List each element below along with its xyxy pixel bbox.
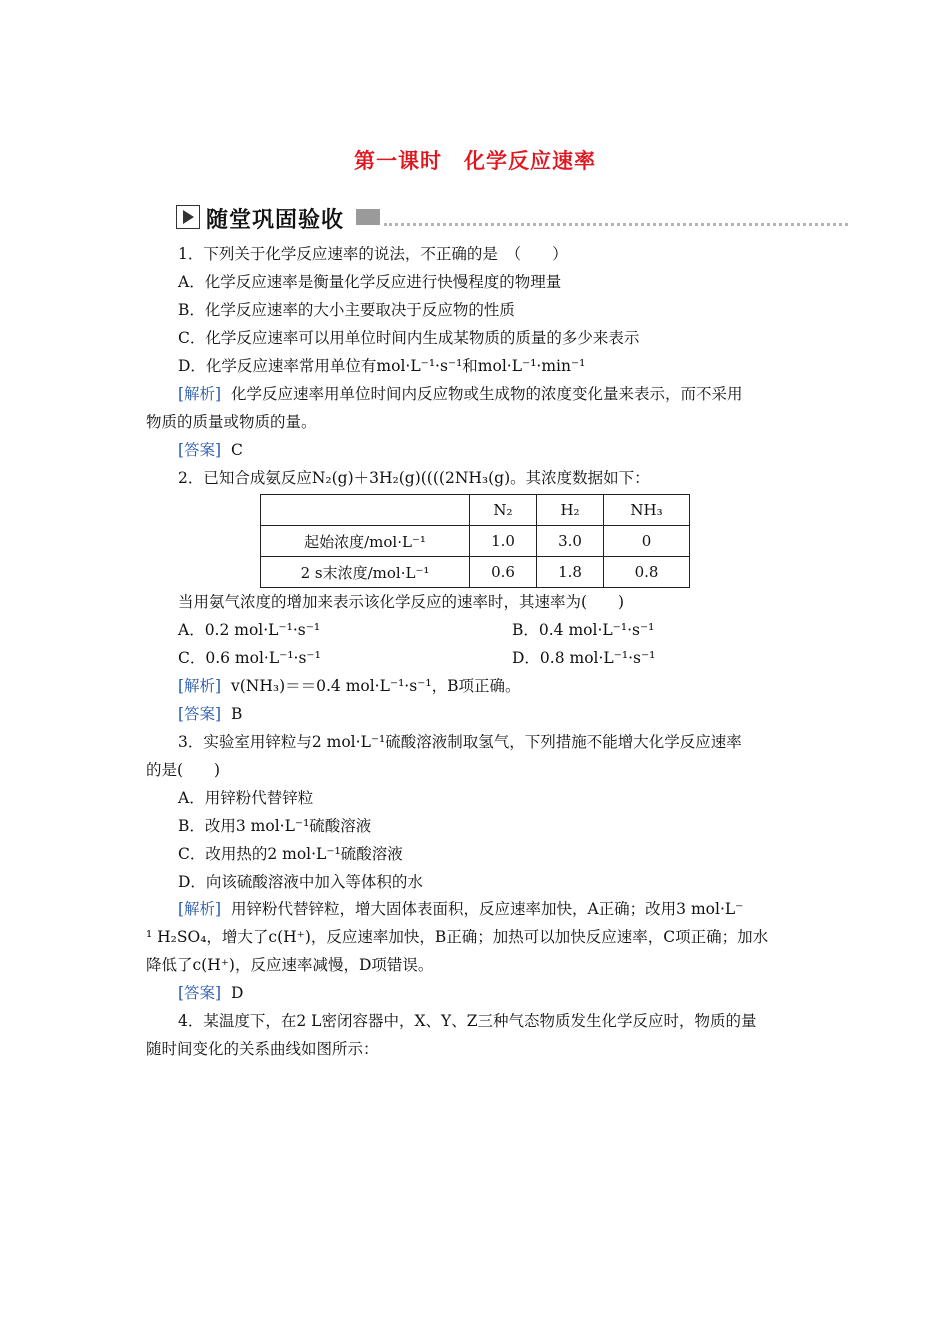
- table-header-cell: N₂: [470, 495, 537, 526]
- q4-stem-cont: 随时间变化的关系曲线如图所示：: [146, 1040, 379, 1058]
- answer-tag: [答案]: [178, 705, 222, 723]
- banner-dotted-rule: [384, 223, 848, 226]
- q3-option-c: C．改用热的2 mol·L⁻¹硫酸溶液: [178, 845, 403, 863]
- q3-option-a: A．用锌粉代替锌粒: [178, 789, 314, 807]
- q3-stem: 3．实验室用锌粒与2 mol·L⁻¹硫酸溶液制取氢气，下列措施不能增大化学反应速率: [178, 733, 742, 751]
- play-arrow-icon: [176, 205, 200, 229]
- analysis-text: 用锌粉代替锌粒，增大固体表面积，反应速率加快，A正确；改用3 mol·L⁻: [230, 900, 744, 918]
- page-title: 第一课时 化学反应速率: [354, 149, 596, 173]
- table-header-cell: H₂: [537, 495, 604, 526]
- q1-stem: 1．下列关于化学反应速率的说法，不正确的是 （ ）: [178, 245, 568, 263]
- section-banner: [176, 203, 848, 231]
- table-header-cell: [261, 495, 470, 526]
- q2-option-d: D．0.8 mol·L⁻¹·s⁻¹: [512, 649, 656, 667]
- q3-stem-cont: 的是( ): [146, 761, 221, 779]
- section-heading: 随堂巩固验收: [206, 208, 345, 233]
- answer-value: C: [230, 441, 243, 459]
- q1-analysis: [178, 384, 742, 404]
- table-cell: 起始浓度/mol·L⁻¹: [261, 526, 470, 557]
- analysis-tag: [解析]: [178, 385, 222, 403]
- q3-answer: [178, 983, 243, 1003]
- table-cell: 3.0: [537, 526, 604, 557]
- analysis-text: 化学反应速率用单位时间内反应物或生成物的浓度变化量来表示，而不采用: [230, 385, 743, 403]
- q2-option-c: C．0.6 mol·L⁻¹·s⁻¹: [178, 649, 321, 667]
- table-row: [261, 557, 690, 588]
- q2-answer: [178, 704, 242, 724]
- q3-option-d: D．向该硫酸溶液中加入等体积的水: [178, 873, 423, 891]
- table-cell: 0.8: [604, 557, 690, 588]
- q2-option-b: B．0.4 mol·L⁻¹·s⁻¹: [512, 621, 655, 639]
- table-cell: 2 s末浓度/mol·L⁻¹: [261, 557, 470, 588]
- analysis-text: v(NH₃)＝＝0.4 mol·L⁻¹·s⁻¹，B项正确。: [230, 677, 521, 695]
- q3-analysis-cont: 降低了c(H⁺)，反应速率减慢，D项错误。: [146, 956, 434, 974]
- q2-question: 当用氨气浓度的增加来表示该化学反应的速率时，其速率为( ): [178, 593, 625, 611]
- banner-decoration-block: [356, 209, 380, 225]
- table-row: [261, 526, 690, 557]
- q2-stem: 2．已知合成氨反应N₂(g)＋3H₂(g)((((2NH₃(g)。其浓度数据如下：: [178, 469, 650, 487]
- analysis-tag: [解析]: [178, 677, 222, 695]
- q1-option-b: B．化学反应速率的大小主要取决于反应物的性质: [178, 301, 515, 319]
- analysis-tag: [解析]: [178, 900, 222, 918]
- q4-stem: 4．某温度下，在2 L密闭容器中，X、Y、Z三种气态物质发生化学反应时，物质的量: [178, 1012, 757, 1030]
- answer-tag: [答案]: [178, 441, 222, 459]
- q1-option-a: A．化学反应速率是衡量化学反应进行快慢程度的物理量: [178, 273, 562, 291]
- answer-value: B: [230, 705, 243, 723]
- q1-option-d: D．化学反应速率常用单位有mol·L⁻¹·s⁻¹和mol·L⁻¹·min⁻¹: [178, 357, 586, 375]
- table-cell: 1.8: [537, 557, 604, 588]
- q1-option-c: C．化学反应速率可以用单位时间内生成某物质的质量的多少来表示: [178, 329, 640, 347]
- concentration-table: [260, 494, 690, 588]
- table-header-cell: NH₃: [604, 495, 690, 526]
- table-header-row: [261, 495, 690, 526]
- table-cell: 0: [604, 526, 690, 557]
- q1-answer: [178, 440, 243, 460]
- q3-option-b: B．改用3 mol·L⁻¹硫酸溶液: [178, 817, 372, 835]
- q3-analysis-cont: ¹ H₂SO₄，增大了c(H⁺)，反应速率加快，B正确；加热可以加快反应速率，C项正确；加水: [146, 928, 769, 946]
- table-cell: 0.6: [470, 557, 537, 588]
- q1-analysis-cont: 物质的质量或物质的量。: [146, 413, 317, 431]
- q2-analysis: [178, 676, 520, 696]
- table-cell: 1.0: [470, 526, 537, 557]
- q2-option-a: A．0.2 mol·L⁻¹·s⁻¹: [178, 621, 321, 639]
- q3-analysis: [178, 899, 743, 919]
- answer-tag: [答案]: [178, 984, 222, 1002]
- answer-value: D: [230, 984, 244, 1002]
